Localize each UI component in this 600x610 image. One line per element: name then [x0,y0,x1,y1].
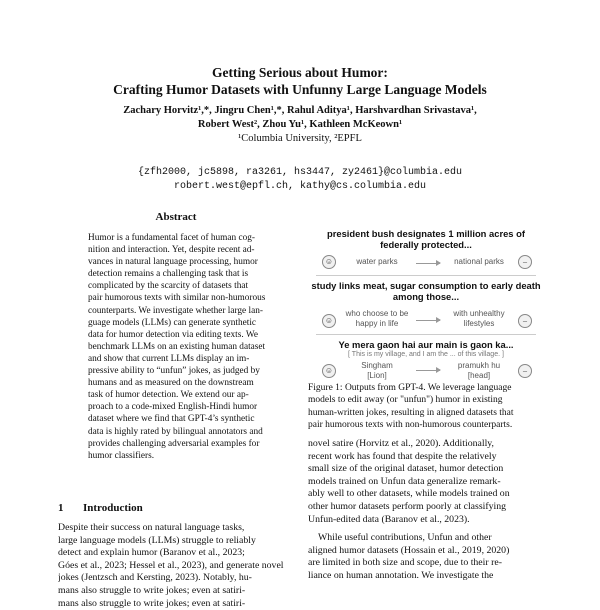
paper-title [0,64,600,98]
fig-example-1-headline-line-2: federally protected... [380,239,472,250]
body-line: liance on human annotation. We investigate the [308,569,494,581]
intro-line: mans also struggle to write jokes; even at satiri- [58,597,246,609]
abstract-line: and show that current LLMs display an im- [88,353,250,364]
caption-line: Figure 1: Outputs from GPT-4. We leverage language [308,383,512,393]
neutral-face-icon: – [518,255,532,269]
abstract-line: humor classifiers. [88,450,155,461]
intro-body [58,522,294,610]
abstract-body [88,232,266,462]
fig-example-3-funny-word: Singham [361,361,393,370]
intro-line: mans also struggle to write jokes; even at satiri- [58,584,246,596]
fig-example-2-headline-line-1: study links meat, sugar consumption to early death [311,280,541,291]
authors-line-1: Zachary Horvitz¹,*, Jingru Chen¹,*, Rahul Aditya¹, Harshvardhan Srivastava¹, [123,105,477,116]
fig-example-3-headline: Ye mera gaon hai aur main is gaon ka... [338,339,514,350]
abstract-line: complicated by the scarcity of datasets that [88,281,249,292]
right-arrow-icon [416,370,440,371]
right-arrow-icon [416,263,440,264]
fig-example-3-translation: [ This is my village, and I am the ... of this village. ] [348,351,504,358]
body-line: aligned humor datasets (Hossain et al., 2019, 2020) [308,544,510,556]
figure-caption [308,382,544,431]
abstract-line: detection remains a challenging task that is [88,269,249,280]
body-line: novel satire (Horvitz et al., 2020). Additionally, [308,438,495,449]
fig-example-3-unfun-word: pramukh hu [457,361,501,370]
abstract-line: Humor is a fundamental facet of human cog- [88,233,256,243]
caption-line: human-written jokes, resulting in aligned datasets that [308,407,514,418]
abstract-line: provides challenging adversarial examples for [88,438,260,449]
body-line: small size of the original dataset, humor detection [308,463,504,475]
body-line: other humor datasets perform poorly at classifying [308,500,507,512]
abstract-heading: Abstract [155,211,197,223]
abstract-line: nition and interaction. Yet, despite recent ad- [88,245,255,256]
fig-example-3-unfun-phrase [444,361,514,381]
abstract-line: data is highly rated by bilingual annotators and [88,426,263,437]
laughing-face-icon: ☺ [322,364,336,378]
body-line: are limited in both size and scope, due to their re- [308,557,502,569]
fig-example-1-funny-phrase: water parks [356,257,398,266]
laughing-face-icon: ☺ [322,314,336,328]
caption-line: models to edit away (or "unfun") humor in existing [308,395,503,406]
body-line: recent work has found that despite the relatively [308,450,497,462]
intro-heading-number: 1 [58,502,64,514]
email-line-1: {zfh2000, jc5898, ra3261, hs3447, zy2461}@columbia.edu [137,167,463,178]
abstract-line: benchmark LLMs on an existing human dataset [88,341,266,352]
abstract-line: humans and as measured on the downstream [88,378,254,389]
abstract-line: pair humorous texts with similar non-humorous [88,293,266,304]
fig-divider [316,334,536,335]
neutral-face-icon: – [518,314,532,328]
body-line: Unfun-edited data (Baranov et al., 2023). [308,513,470,525]
intro-line: Despite their success on natural language tasks, [58,522,245,533]
intro-line: jokes (Jentzsch and Kersting, 2023). Notably, hu- [58,572,252,584]
title-line-2: Crafting Humor Datasets with Unfunny Large Language Models [113,82,487,97]
neutral-face-icon: – [518,364,532,378]
fig-example-3-funny-phrase [342,361,412,381]
fig-example-2-headline-line-2: among those... [392,291,460,302]
abstract-line: proach to a code-mixed English-Hindi humor [88,402,258,413]
abstract-line: counterparts. We investigate whether large lan- [88,305,263,316]
fig-divider [316,275,536,276]
figure-1 [308,228,544,436]
email-line-2: robert.west@epfl.ch, kathy@cs.columbia.edu [173,181,427,192]
intro-line: detect and explain humor (Baranov et al., 2023; [58,547,245,559]
intro-line: large language models (LLMs) struggle to reliably [58,534,256,546]
body-line: ably well to other datasets, while models trained on [308,488,510,500]
body-line: models trained on Unfun data generalize remark- [308,475,501,487]
fig-example-2-headline [308,280,544,302]
abstract-line: guage models (LLMs) can generate synthetic [88,317,257,328]
title-line-1: Getting Serious about Humor: [212,65,388,80]
abstract-line: pressive ability to “unfun” jokes, as judged by [88,366,260,377]
intro-heading-text: Introduction [83,502,143,514]
fig-example-2-funny-phrase: who choose to be happy in life [345,309,409,328]
right-arrow-icon [416,320,440,321]
email-block [0,166,600,194]
author-block [0,104,600,146]
fig-example-3-unfun-gloss: [head] [467,371,491,380]
body-line: While useful contributions, Unfun and other [318,532,492,544]
intro-line: Góes et al., 2023; Hessel et al., 2023), and generate novel [58,559,284,571]
authors-line-2: Robert West², Zhou Yu¹, Kathleen McKeown¹ [197,119,403,130]
laughing-face-icon: ☺ [322,255,336,269]
caption-line: pair humorous texts with non-humorous counterparts. [308,419,513,430]
fig-example-1-unfun-phrase: national parks [454,257,504,266]
fig-example-2-unfun-phrase: with unhealthy lifestyles [453,309,505,328]
intro-heading [58,502,294,514]
fig-example-1-headline [308,228,544,250]
affiliations: ¹Columbia University, ²EPFL [238,133,362,144]
right-column-body [308,438,544,583]
fig-example-3-funny-gloss: [Lion] [367,371,387,380]
abstract-line: data for humor detection via editing texts. We [88,329,258,340]
fig-example-1-headline-line-1: president bush designates 1 million acres of [327,228,525,239]
abstract-line: vances in natural language processing, humor [88,257,258,268]
abstract-line: dataset where we find that GPT-4’s synthetic [88,414,255,425]
abstract-line: task of humor detection. We extend our ap- [88,390,249,401]
